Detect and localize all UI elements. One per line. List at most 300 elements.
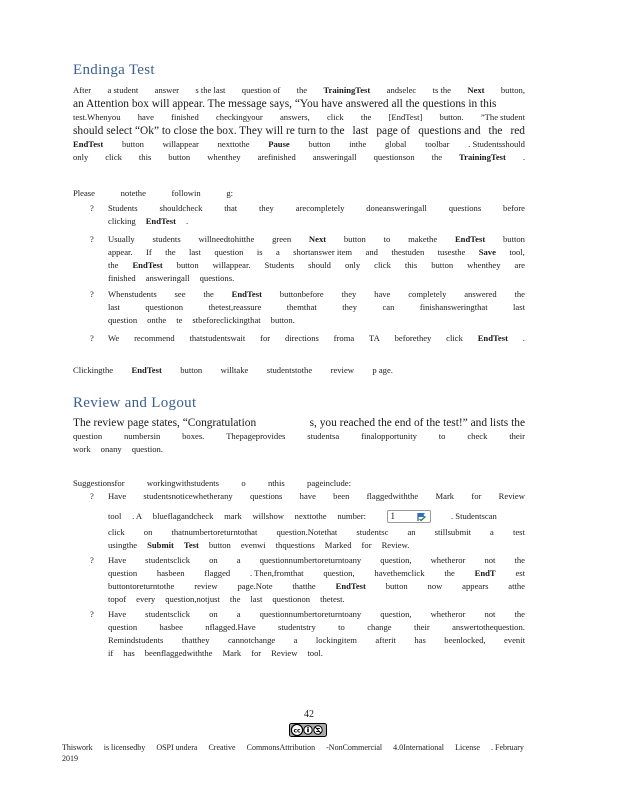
word: . A <box>132 511 143 521</box>
word: buttonbefore <box>279 289 324 299</box>
text-line-segment <box>451 507 525 526</box>
word: thquestions <box>275 540 315 550</box>
word: mark <box>224 511 242 521</box>
word: not <box>484 609 496 619</box>
word: o <box>241 478 246 488</box>
word: nflagged.Have <box>205 622 256 632</box>
word: appears <box>462 581 489 591</box>
text-line <box>73 364 393 377</box>
word: Thiswork <box>62 743 93 752</box>
word: for <box>260 333 271 343</box>
word: finished <box>108 273 136 283</box>
word: whenthey <box>467 260 501 270</box>
word: is <box>256 247 263 257</box>
text-line <box>73 187 233 200</box>
word: flagged <box>204 568 231 578</box>
word: button <box>502 234 525 244</box>
word: for <box>361 540 372 550</box>
word: button <box>385 581 408 591</box>
word: questionon <box>145 302 184 312</box>
word: stillsubmit <box>434 527 471 537</box>
word: finishansweringthat <box>419 302 488 312</box>
word: te <box>176 315 183 325</box>
bold-word: EndTest <box>335 581 366 591</box>
word: last <box>188 247 201 257</box>
word: Remindstudents <box>108 635 164 645</box>
word: question. <box>131 444 163 454</box>
word: that <box>224 203 238 213</box>
word: Have <box>108 555 127 565</box>
word: whetheror <box>430 609 466 619</box>
word: beforethey <box>394 333 432 343</box>
word: have <box>137 112 154 122</box>
bold-word: Pause <box>268 139 290 149</box>
word: click <box>105 152 122 162</box>
word: answeringall <box>312 152 357 162</box>
word: s the last <box>195 85 226 95</box>
bold-word: Test <box>183 540 199 550</box>
bullet-marker: ? <box>90 289 94 299</box>
word: onthe <box>147 315 167 325</box>
word: they <box>342 302 358 312</box>
bold-word: TrainingTest <box>323 85 371 95</box>
word: flaggedwiththe <box>366 491 419 501</box>
word: page of <box>376 125 411 137</box>
word: the <box>514 609 525 619</box>
word: they <box>259 203 274 213</box>
word: the <box>431 152 443 162</box>
word: a <box>275 247 280 257</box>
word: beenlocked, <box>444 635 486 645</box>
word: on <box>143 527 153 537</box>
word: nexttothe <box>217 139 250 149</box>
word: tusesthe <box>437 247 466 257</box>
word: only <box>73 152 89 162</box>
word: last <box>352 125 369 137</box>
word: beenflaggedwiththe <box>144 648 213 658</box>
word: the <box>444 568 455 578</box>
word: ”The student <box>480 112 525 122</box>
word: a <box>236 555 241 565</box>
word: g: <box>226 188 233 198</box>
word: studentsa <box>307 431 340 441</box>
word: p age. <box>372 365 393 375</box>
word: willneedtohitthe <box>198 234 255 244</box>
word: Mark <box>435 491 455 501</box>
text-line <box>73 111 525 124</box>
word: . <box>185 216 189 226</box>
word: directions <box>284 333 319 343</box>
word: thetest. <box>320 594 345 604</box>
word: last <box>513 302 525 312</box>
word: last <box>250 594 263 604</box>
word: studentsclick <box>145 555 191 565</box>
word: if <box>108 648 114 658</box>
page-number: 42 <box>304 709 314 720</box>
word: question.Notethat <box>276 527 338 537</box>
word: work <box>73 444 91 454</box>
word: est <box>515 568 525 578</box>
word: Whenstudents <box>108 289 157 299</box>
word: questionnumbertoreturntoany <box>259 555 362 565</box>
word: hasbeen <box>156 568 185 578</box>
text-line <box>108 490 525 503</box>
text-line <box>108 202 525 215</box>
word: boxes. <box>182 431 205 441</box>
word: the <box>514 289 525 299</box>
word: question of <box>241 85 281 95</box>
word: for <box>471 491 482 501</box>
word: Review <box>498 491 525 501</box>
word: shouldcheck <box>159 203 203 213</box>
word: finalopportunity <box>361 431 417 441</box>
word: . <box>522 333 525 343</box>
word: themthat <box>286 302 317 312</box>
word: lockingitem <box>315 635 357 645</box>
word: for <box>251 648 262 658</box>
word: students <box>152 234 181 244</box>
text-line <box>108 314 525 327</box>
word: followin <box>171 188 201 198</box>
section2-bullet-list <box>73 490 525 660</box>
word: notethe <box>120 188 146 198</box>
word: makethe <box>408 234 438 244</box>
bold-word: TrainingTest <box>459 152 506 162</box>
word: buttontoreturntothe <box>108 581 175 591</box>
word: Suggestionsfor <box>73 478 125 488</box>
word: their <box>509 431 525 441</box>
text-line-segment <box>108 507 366 526</box>
word: studentsnoticewhetherany <box>143 491 233 501</box>
bold-word: Next <box>308 234 327 244</box>
word: click <box>326 112 344 122</box>
word: -NonCommercial <box>326 743 383 752</box>
word: has <box>123 648 135 658</box>
word: appear. <box>108 247 133 257</box>
word: studentsclick <box>145 609 191 619</box>
bold-word: EndTest <box>477 333 508 343</box>
text-line <box>73 477 351 490</box>
section2-intro-paragraph <box>73 416 525 456</box>
word: checkingyour <box>215 112 263 122</box>
word: answered <box>464 289 497 299</box>
word: test.Whenyou <box>73 112 121 122</box>
word: question, <box>380 555 412 565</box>
word: froma <box>333 333 355 343</box>
word: should select “Ok” to close the box. They will re turn to the <box>73 125 345 137</box>
word: Thepageprovides <box>226 431 286 441</box>
word: Marked <box>324 540 352 550</box>
word: see <box>174 289 186 299</box>
word: have <box>374 289 391 299</box>
word: should <box>308 260 331 270</box>
cc-label: cc <box>293 727 301 735</box>
text-line <box>108 621 525 634</box>
word: question, <box>380 609 412 619</box>
word: button <box>208 540 231 550</box>
bullet-marker: ? <box>90 203 94 213</box>
word: change <box>367 622 392 632</box>
text-line <box>108 647 525 660</box>
word: button, <box>500 85 525 95</box>
word: The review page states, “Congratulation <box>73 417 257 429</box>
word: they <box>341 289 357 299</box>
word: button. <box>270 315 295 325</box>
word: whetheror <box>430 555 466 565</box>
word: answer <box>154 85 179 95</box>
word: an <box>407 527 416 537</box>
word: can <box>382 302 395 312</box>
bold-word: Save <box>478 247 496 257</box>
word: arefinished <box>257 152 296 162</box>
text-line <box>73 97 525 111</box>
clicking-end-test-line <box>73 364 393 377</box>
word: Students <box>108 203 138 213</box>
word: Review <box>271 648 298 658</box>
word: click <box>446 333 463 343</box>
word: button <box>343 234 366 244</box>
text-line <box>108 634 525 647</box>
text-line <box>73 84 525 97</box>
word: last <box>108 302 120 312</box>
word: on <box>209 609 218 619</box>
word: whenthey <box>207 152 241 162</box>
word: questions. <box>199 273 235 283</box>
word: question <box>108 568 138 578</box>
word: After <box>73 85 92 95</box>
word: answeringall <box>145 273 190 283</box>
word: usingthe <box>108 540 138 550</box>
word: willappear <box>162 139 199 149</box>
text-line <box>73 430 525 443</box>
text-line <box>108 567 525 580</box>
word: tool, <box>509 247 525 257</box>
word: nthis <box>267 478 285 488</box>
word: has <box>414 635 426 645</box>
bold-word: Submit <box>147 540 174 550</box>
list-item <box>73 554 525 606</box>
word: evenwi <box>240 540 266 550</box>
bold-word: EndTest <box>131 365 162 375</box>
word: button <box>431 260 454 270</box>
text-line <box>73 151 525 164</box>
list-item <box>73 332 525 345</box>
word: stbeforeclickingthat <box>192 315 261 325</box>
word: thatstudentswait <box>189 333 246 343</box>
creative-commons-badge <box>289 723 327 737</box>
word: tool <box>108 511 122 521</box>
flagged-question-number-box <box>387 510 431 523</box>
text-line <box>73 124 525 138</box>
word: 4.0International <box>393 743 445 752</box>
word: global <box>384 139 407 149</box>
text-line <box>108 539 525 552</box>
bold-word: EndTest <box>231 289 262 299</box>
word: OSPI undera <box>156 743 198 752</box>
word: studentstry <box>278 622 316 632</box>
word: the <box>488 125 503 137</box>
word: inthe <box>349 139 367 149</box>
word: to <box>383 234 391 244</box>
text-line <box>108 332 525 345</box>
word: have <box>299 491 316 501</box>
word: Clickingthe <box>73 365 114 375</box>
word: the <box>296 85 308 95</box>
word: completely <box>408 289 447 299</box>
word: a <box>490 527 494 537</box>
word: button. <box>439 112 464 122</box>
word: click <box>374 260 391 270</box>
word: button <box>308 139 331 149</box>
flag-check-icon <box>416 512 427 522</box>
word: review <box>194 581 218 591</box>
section1-bullet-list <box>73 202 525 345</box>
word: click <box>108 527 125 537</box>
word: workingwithstudents <box>146 478 219 488</box>
word: recommend <box>134 333 175 343</box>
word: Please <box>73 188 95 198</box>
word: willshow <box>252 511 284 521</box>
text-line <box>62 742 524 753</box>
word: atthe <box>508 581 525 591</box>
word: this <box>138 152 152 162</box>
text-line <box>62 753 524 764</box>
word: number: <box>337 511 366 521</box>
word: the <box>108 260 119 270</box>
text-line <box>108 259 525 272</box>
word: question, <box>323 568 355 578</box>
word: green <box>272 234 292 244</box>
word: question <box>108 315 138 325</box>
word: evenit <box>503 635 525 645</box>
please-note-line <box>73 187 233 200</box>
word: Usually <box>108 234 135 244</box>
section-heading-ending-a-test: Endinga Test <box>73 62 155 78</box>
bullet-marker: ? <box>90 333 94 343</box>
word: red <box>510 125 525 137</box>
text-line <box>73 416 525 430</box>
word: questionson <box>373 152 415 162</box>
word: tool. <box>307 648 323 658</box>
word: answers, <box>279 112 310 122</box>
license-footer <box>62 742 524 764</box>
word: button <box>168 152 191 162</box>
text-line <box>108 507 525 526</box>
bullet-marker: ? <box>90 491 94 501</box>
word: check <box>467 431 488 441</box>
word: havethemclick <box>374 568 425 578</box>
word: TA <box>369 333 380 343</box>
word: CommonsAttribution <box>246 743 316 752</box>
text-line <box>108 288 525 301</box>
word: button <box>180 365 203 375</box>
word: questionon <box>272 594 311 604</box>
text-line <box>73 138 525 151</box>
word: Review. <box>381 540 410 550</box>
word: to <box>338 622 345 632</box>
word: test <box>512 527 525 537</box>
list-item <box>73 233 525 285</box>
text-line <box>108 608 525 621</box>
word: nexttothe <box>294 511 327 521</box>
word: topof <box>108 594 127 604</box>
word: an Attention box will appear. The message says, “You have answered all the questions in this <box>73 98 497 110</box>
word: Students <box>264 260 295 270</box>
word: thatthey <box>181 635 210 645</box>
bold-word: EndTest <box>132 260 163 270</box>
word: We <box>108 333 120 343</box>
word: the <box>165 247 176 257</box>
word: to <box>438 431 446 441</box>
word: pageinclude: <box>307 478 351 488</box>
word: button <box>121 139 144 149</box>
question-number: 1 <box>390 511 395 521</box>
word: numbersin <box>123 431 161 441</box>
word: . <box>522 152 525 162</box>
word: thestuden <box>391 247 425 257</box>
word: clicking <box>108 216 136 226</box>
word: If <box>145 247 152 257</box>
word: [EndTest] <box>388 112 423 122</box>
word: a <box>293 635 298 645</box>
text-line <box>108 246 525 259</box>
text-line <box>108 580 525 593</box>
word: afterit <box>375 635 396 645</box>
word: every <box>136 594 156 604</box>
word: questions <box>448 203 482 213</box>
word: blueflagandcheck <box>152 511 214 521</box>
bullet-marker: ? <box>90 234 94 244</box>
list-item <box>73 490 525 552</box>
word: doneansweringall <box>366 203 427 213</box>
word: before <box>503 203 525 213</box>
word: andselec <box>386 85 417 95</box>
section1-intro-paragraph <box>73 84 525 164</box>
word: questionnumbertoreturntoany <box>259 609 362 619</box>
word: Have <box>108 491 127 501</box>
word: Have <box>108 609 127 619</box>
word: ts the <box>432 85 451 95</box>
word: studentsc <box>356 527 389 537</box>
word: on <box>209 555 218 565</box>
word: now <box>427 581 443 591</box>
text-line <box>108 301 525 314</box>
text-line <box>108 233 525 246</box>
word: finished <box>171 112 199 122</box>
suggestions-line <box>73 477 351 490</box>
list-item <box>73 608 525 660</box>
word: not <box>484 555 496 565</box>
word: s, you reached the end of the test!” and lists the <box>309 417 525 429</box>
word: question <box>73 431 103 441</box>
text-line <box>108 554 525 567</box>
word: questions and <box>418 125 481 137</box>
word: arecompletely <box>295 203 345 213</box>
list-item <box>73 288 525 327</box>
word: questions <box>249 491 283 501</box>
word: toolbar <box>425 139 450 149</box>
text-line <box>108 526 525 539</box>
word: question <box>108 622 138 632</box>
word: question <box>214 247 244 257</box>
word: is licensedby <box>103 743 146 752</box>
word: and <box>365 247 378 257</box>
text-line <box>108 593 525 606</box>
word: shortanswer item <box>293 247 353 257</box>
text-line <box>108 215 525 228</box>
text-line <box>108 272 525 285</box>
word: the <box>360 112 372 122</box>
